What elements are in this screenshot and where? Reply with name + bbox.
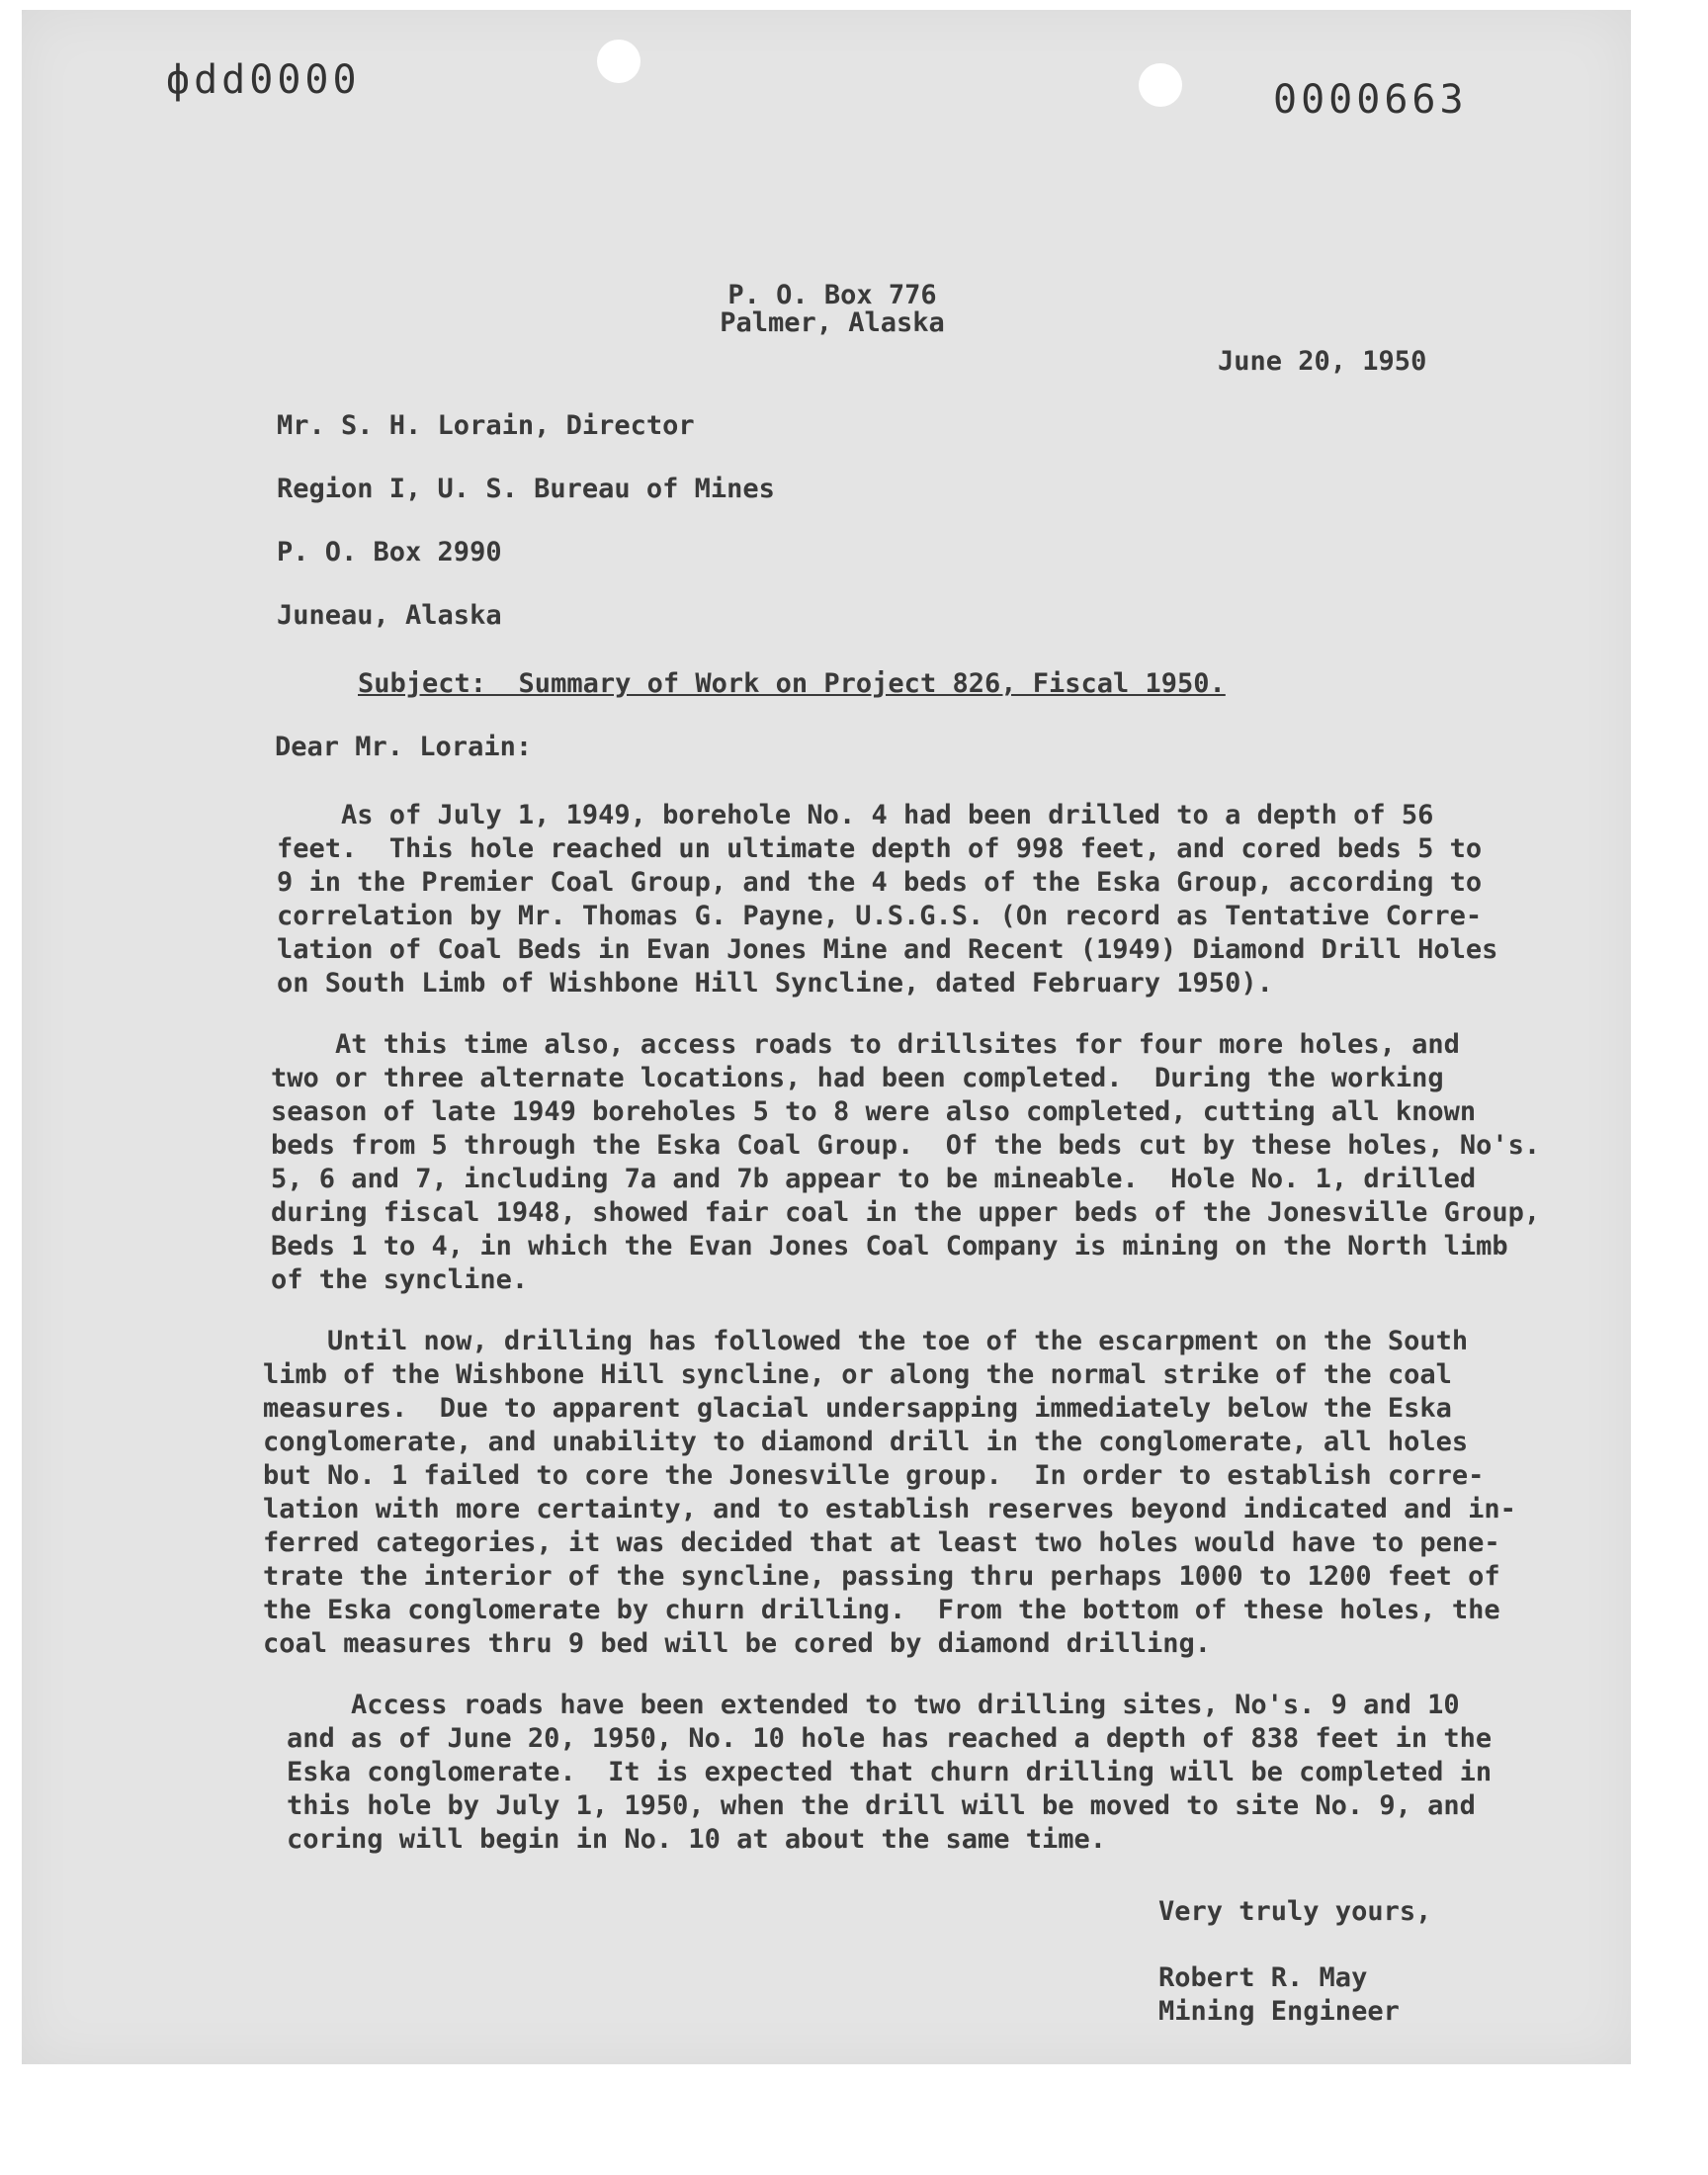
paragraph-line: conglomerate, and unability to diamond drill in the conglomerate, all holes bbox=[263, 1427, 1469, 1457]
paragraph-line: coal measures thru 9 bed will be cored by diamond drilling. bbox=[263, 1628, 1212, 1659]
sender-address bbox=[704, 279, 961, 340]
paragraph-line: of the syncline. bbox=[271, 1264, 529, 1295]
paragraph-3 bbox=[263, 1325, 1516, 1661]
recipient-line1: Mr. S. H. Lorain, Director bbox=[277, 410, 695, 441]
closing: Very truly yours, bbox=[1158, 1896, 1432, 1927]
paragraph-line: on South Limb of Wishbone Hill Syncline, dated February 1950). bbox=[277, 968, 1273, 999]
paragraph-line: correlation by Mr. Thomas G. Payne, U.S.G.S. (On record as Tentative Corre- bbox=[277, 901, 1483, 931]
paragraph-line: but No. 1 failed to core the Jonesville group. In order to establish corre- bbox=[263, 1460, 1485, 1491]
paragraph-line: Until now, drilling has followed the toe of the escarpment on the South bbox=[263, 1326, 1469, 1356]
recipient-address bbox=[277, 409, 775, 633]
paragraph-line: feet. This hole reached un ultimate depth of 998 feet, and cored beds 5 to bbox=[277, 833, 1483, 864]
sender-address-line2: Palmer, Alaska bbox=[720, 307, 945, 338]
recipient-line2: Region I, U. S. Bureau of Mines bbox=[277, 474, 775, 504]
paragraph-line: 9 in the Premier Coal Group, and the 4 beds of the Eska Group, according to bbox=[277, 867, 1483, 898]
paragraph-line: lation with more certainty, and to establish reserves beyond indicated and in- bbox=[263, 1494, 1516, 1524]
recipient-line4: Juneau, Alaska bbox=[277, 600, 502, 631]
paragraph-line: 5, 6 and 7, including 7a and 7b appear to be mineable. Hole No. 1, drilled bbox=[271, 1164, 1477, 1194]
stamp-right: 0000663 bbox=[1273, 77, 1468, 123]
paragraph-line: beds from 5 through the Eska Coal Group. Of the beds cut by these holes, No's. bbox=[271, 1130, 1541, 1161]
signer-name: Robert R. May bbox=[1158, 1962, 1368, 1993]
paragraph-line: during fiscal 1948, showed fair coal in the upper beds of the Jonesville Group, bbox=[271, 1197, 1541, 1228]
paragraph-line: the Eska conglomerate by churn drilling. From the bottom of these holes, the bbox=[263, 1595, 1500, 1625]
paragraph-line: ferred categories, it was decided that at least two holes would have to pene- bbox=[263, 1527, 1500, 1558]
paragraph-1 bbox=[277, 799, 1497, 1000]
punch-hole-right bbox=[1139, 63, 1182, 107]
signer-title: Mining Engineer bbox=[1158, 1996, 1400, 2027]
paragraph-line: Beds 1 to 4, in which the Evan Jones Coal Company is mining on the North limb bbox=[271, 1231, 1508, 1262]
recipient-line3: P. O. Box 2990 bbox=[277, 537, 502, 567]
paragraph-4 bbox=[287, 1689, 1492, 1857]
signature-block bbox=[1158, 1961, 1400, 2029]
subject-line: Subject: Summary of Work on Project 826, Fiscal 1950. bbox=[358, 668, 1226, 699]
paragraph-line: limb of the Wishbone Hill syncline, or along the normal strike of the coal bbox=[263, 1359, 1452, 1390]
paragraph-line: this hole by July 1, 1950, when the drill will be moved to site No. 9, and bbox=[287, 1790, 1476, 1821]
paragraph-line: trate the interior of the syncline, passing thru perhaps 1000 to 1200 feet of bbox=[263, 1561, 1500, 1592]
sender-address-line1: P. O. Box 776 bbox=[727, 280, 937, 310]
paragraph-line: and as of June 20, 1950, No. 10 hole has reached a depth of 838 feet in the bbox=[287, 1723, 1493, 1754]
paragraph-line: two or three alternate locations, had been completed. During the working bbox=[271, 1063, 1444, 1093]
paragraph-line: measures. Due to apparent glacial undersapping immediately below the Eska bbox=[263, 1393, 1452, 1424]
paragraph-line: coring will begin in No. 10 at about the same time. bbox=[287, 1824, 1107, 1855]
paragraph-line: lation of Coal Beds in Evan Jones Mine and Recent (1949) Diamond Drill Holes bbox=[277, 934, 1498, 965]
stamp-left: фdd0000 bbox=[166, 57, 361, 103]
paragraph-line: Eska conglomerate. It is expected that churn drilling will be completed in bbox=[287, 1757, 1493, 1787]
paragraph-line: At this time also, access roads to drillsites for four more holes, and bbox=[271, 1029, 1460, 1060]
letter-date: June 20, 1950 bbox=[1218, 346, 1427, 377]
paragraph-line: Access roads have been extended to two drilling sites, No's. 9 and 10 bbox=[287, 1690, 1460, 1720]
paragraph-line: season of late 1949 boreholes 5 to 8 were also completed, cutting all known bbox=[271, 1096, 1477, 1127]
punch-hole-left bbox=[597, 40, 640, 83]
paragraph-2 bbox=[271, 1028, 1540, 1297]
paragraph-line: As of July 1, 1949, borehole No. 4 had been drilled to a depth of 56 bbox=[277, 800, 1434, 830]
salutation: Dear Mr. Lorain: bbox=[275, 732, 533, 762]
